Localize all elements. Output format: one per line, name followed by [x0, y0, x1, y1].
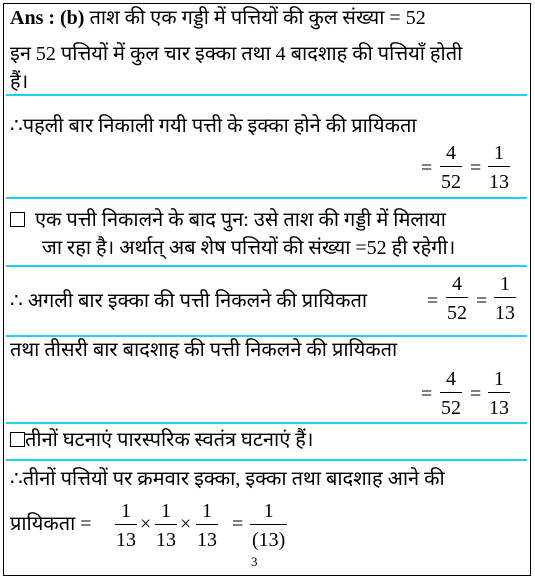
equals-sign: = [470, 157, 482, 179]
numerator: 1 [161, 500, 171, 522]
equals-sign: = [470, 383, 482, 405]
numerator: 4 [452, 273, 462, 295]
fraction [488, 368, 510, 419]
denominator: 52 [441, 171, 461, 193]
times-sign: × [180, 513, 192, 535]
denominator: 13 [197, 529, 217, 551]
numerator: 4 [446, 368, 456, 390]
numerator: 1 [494, 368, 504, 390]
separator [6, 265, 527, 267]
denominator: 13 [489, 171, 509, 193]
fraction-bar [250, 524, 287, 525]
exponent: 3 [251, 554, 258, 569]
numerator: 4 [446, 142, 456, 164]
answer-text: ताश की एक गड्डी में पत्तियों की कुल संख्या = 52 [89, 7, 426, 29]
text-line: ∴पहली बार निकाली गयी पत्ती के इक्का होने की प्रायिकता [10, 115, 417, 137]
equals-sign: = [421, 157, 433, 179]
fraction [155, 500, 177, 551]
fraction-bar [196, 524, 218, 525]
text-line: ∴ अगली बार इक्का की पत्ती निकलने की प्रायिकता [10, 290, 368, 312]
text-line: हैं। [10, 71, 29, 93]
text-line: इन 52 पत्तियों में कुल चार इक्का तथा 4 बादशाह की पत्तियाँ होती [10, 43, 463, 65]
answer-line [10, 6, 426, 30]
separator [6, 94, 527, 96]
denominator: 13 [489, 397, 509, 419]
separator [6, 197, 527, 199]
fraction-bar [155, 524, 177, 525]
numerator: 1 [121, 500, 131, 522]
fraction [440, 368, 462, 419]
denominator: 52 [441, 397, 461, 419]
fraction-bar [115, 524, 137, 525]
checkbox-square-icon [10, 212, 25, 227]
text-line: तीनों घटनाएं पारस्परिक स्वतंत्र घटनाएं हैं। [10, 428, 313, 452]
fraction-bar [494, 297, 516, 298]
numerator: 1 [202, 500, 212, 522]
text-line: एक पत्ती निकालने के बाद पुन: उसे ताश की गड्डी में मिलाया [10, 208, 446, 232]
equals-sign: = [476, 290, 488, 312]
text-line: तथा तीसरी बार बादशाह की पत्ती निकलने की प्रायिकता [10, 339, 398, 361]
numerator: 1 [500, 273, 510, 295]
fraction [440, 142, 462, 193]
times-sign: × [140, 513, 152, 535]
equals-sign: = [421, 383, 433, 405]
fraction-bar [488, 392, 510, 393]
numerator: 1 [263, 500, 274, 522]
fraction-bar [446, 297, 468, 298]
result-fraction [250, 500, 287, 579]
denominator: (13) $^3$ [251, 529, 286, 569]
text-line: जा रहा है। अर्थात् अब शेष पत्तियों की संख्या =52 ही रहेगी। [42, 237, 456, 259]
fraction [196, 500, 218, 551]
separator [6, 335, 527, 337]
equals-sign: = [232, 513, 244, 535]
fraction-bar [440, 392, 462, 393]
fraction-bar [440, 166, 462, 167]
checkbox-square-icon [10, 432, 25, 447]
denominator: 13 [156, 529, 176, 551]
text-line: प्रायिकता = [10, 513, 92, 535]
denominator: 13 [116, 529, 136, 551]
denominator: 52 [447, 302, 467, 324]
fraction [494, 273, 516, 324]
fraction [488, 142, 510, 193]
equals-sign: = [427, 290, 439, 312]
separator [6, 459, 527, 461]
denominator: 13 [495, 302, 515, 324]
text-line: ∴तीनों पत्तियों पर क्रमवार इक्का, इक्का तथा बादशाह आने की [10, 468, 445, 490]
numerator: 1 [494, 142, 504, 164]
separator [6, 422, 527, 424]
fraction [446, 273, 468, 324]
answer-label: Ans : (b) [10, 7, 85, 29]
fraction-bar [488, 166, 510, 167]
fraction [115, 500, 137, 551]
